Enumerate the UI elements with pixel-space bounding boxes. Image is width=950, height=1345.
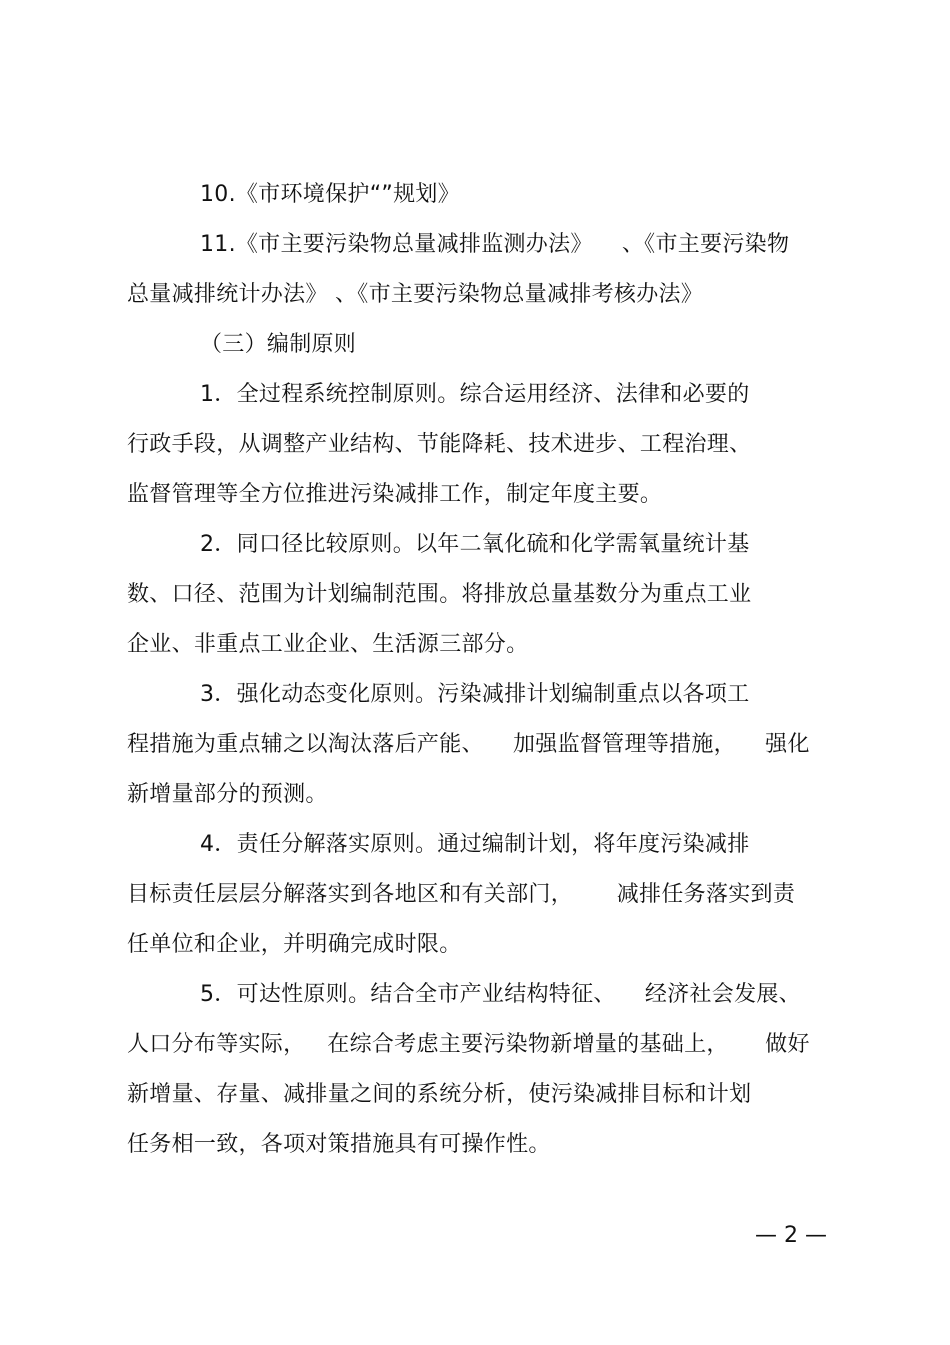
principle-3-line-2: 程措施为重点辅之以淘汰落后产能、 加强监督管理等措施， 强化 (127, 732, 810, 757)
principle-4-line-3: 任单位和企业，并明确完成时限。 (127, 932, 462, 957)
section-heading: （三）编制原则 (200, 332, 357, 357)
principle-5-line-2: 人口分布等实际， 在综合考虑主要污染物新增量的基础上， 做好 (127, 1032, 810, 1057)
principle-1-line-2: 行政手段，从调整产业结构、节能降耗、技术进步、工程治理、 (127, 432, 752, 457)
reference-item-11-continued: 总量减排统计办法》 、《市主要污染物总量减排考核办法》 (127, 282, 704, 307)
principle-2-line-3: 企业、非重点工业企业、生活源三部分。 (127, 632, 529, 657)
principle-2-line-1: 2．同口径比较原则。以年二氧化硫和化学需氧量统计基 (200, 532, 750, 557)
principle-2-line-2: 数、口径、范围为计划编制范围。将排放总量基数分为重点工业 (127, 582, 752, 607)
principle-5-line-1: 5．可达性原则。结合全市产业结构特征、 经济社会发展、 (200, 982, 801, 1007)
principle-1-line-3: 监督管理等全方位推进污染减排工作，制定年度主要。 (127, 482, 663, 507)
reference-item-10: 10.《市环境保护“”规划》 (200, 182, 460, 207)
principle-4-line-1: 4．责任分解落实原则。通过编制计划，将年度污染减排 (200, 832, 750, 857)
page-number: — 2 — (755, 1223, 827, 1248)
reference-item-11: 11.《市主要污染物总量减排监测办法》 、《市主要污染物 (200, 232, 790, 257)
principle-4-line-2: 目标责任层层分解落实到各地区和有关部门， 减排任务落实到责 (127, 882, 796, 907)
principle-5-line-4: 任务相一致，各项对策措施具有可操作性。 (127, 1132, 551, 1157)
principle-3-line-3: 新增量部分的预测。 (127, 782, 328, 807)
principle-1-line-1: 1．全过程系统控制原则。综合运用经济、法律和必要的 (200, 382, 750, 407)
principle-5-line-3: 新增量、存量、减排量之间的系统分析，使污染减排目标和计划 (127, 1082, 752, 1107)
principle-3-line-1: 3．强化动态变化原则。污染减排计划编制重点以各项工 (200, 682, 750, 707)
